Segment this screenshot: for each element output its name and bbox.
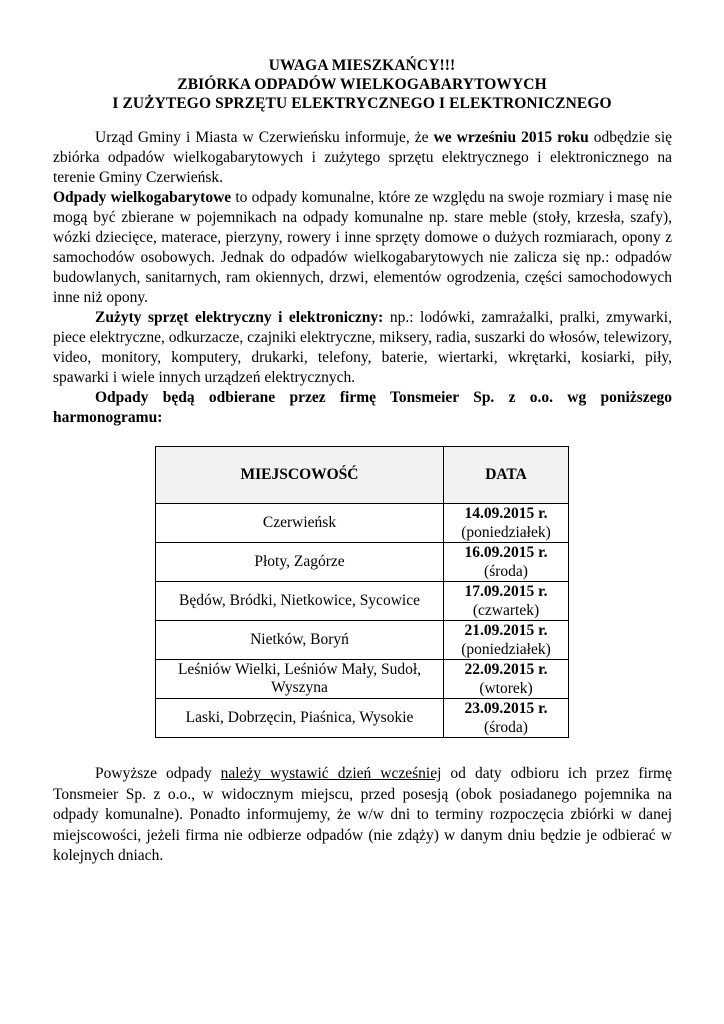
row-date-cell xyxy=(444,621,569,660)
table-row xyxy=(156,543,569,582)
header-locality: MIEJSCOWOŚĆ xyxy=(156,447,444,504)
collection-schedule-table xyxy=(155,446,569,738)
row-date-cell xyxy=(444,504,569,543)
row-date-cell xyxy=(444,582,569,621)
notice-body xyxy=(53,128,672,428)
row-day: (środa) xyxy=(484,563,528,580)
title-line-2: ZBIÓRKA ODPADÓW WIELKOGABARYTOWYCH xyxy=(177,76,547,93)
table-row xyxy=(156,660,569,699)
row-date: 22.09.2015 r. xyxy=(464,661,548,678)
row-place: Płoty, Zagórze xyxy=(156,543,444,582)
row-date: 14.09.2015 r. xyxy=(464,505,548,522)
row-place: Leśniów Wielki, Leśniów Mały, Sudoł, Wyszyna xyxy=(156,660,444,699)
schedule-intro: Odpady będą odbierane przez firmę Tonsmeier Sp. z o.o. wg poniższego harmonogramu: xyxy=(53,389,672,426)
row-date: 23.09.2015 r. xyxy=(464,700,548,717)
intro-paragraph xyxy=(53,128,672,188)
row-place: Laski, Dobrzęcin, Piaśnica, Wysokie xyxy=(156,699,444,738)
footer-text-b: od daty odbioru ich przez firmę Tonsmeier Sp. z o.o., w widocznym miejscu, przed posesją (obok posiadanego pojemnika na odpady komunalne). Ponadto informujemy, że w/w dni to terminy rozpoczęcia zbiórki w danej miejscowości, jeżeli firma nie odbierze odpadów (nie zdąży) w danym dniu będzie je odbierać w kolejnych dniach. xyxy=(53,765,672,864)
bulky-waste-definition: to odpady komunalne, które ze względu na swoje rozmiary i masę nie mogą być zbierane w pojemnikach na odpady komunalne np. stare meble (stoły, krzesła, szafy), wózki dziecięce, materace, pierzyny, rowery i inne sprzęty domowe o dużych rozmiarach, opony z samochodów osobowych. Jednak do odpadów wielkogabarytowych nie zalicza się np.: odpadów budowlanych, sanitarnych, ram okiennych, drzwi, elementów ogrodzenia, części samochodowych inne niż opony. xyxy=(53,189,672,306)
intro-text-b: odbędzie się zbiórka odpadów wielkogabarytowych i zużytego sprzętu elektrycznego i elektronicznego na terenie Gminy Czerwieńsk. xyxy=(53,129,672,186)
header-date: DATA xyxy=(444,447,569,504)
bulky-waste-term: Odpady wielkogabarytowe xyxy=(53,189,232,206)
bulky-waste-paragraph xyxy=(53,188,672,308)
row-date: 21.09.2015 r. xyxy=(464,622,548,639)
row-date-cell xyxy=(444,699,569,738)
row-place: Czerwieńsk xyxy=(156,504,444,543)
table-row xyxy=(156,582,569,621)
row-day: (poniedziałek) xyxy=(461,641,551,658)
notice-footer xyxy=(53,764,672,867)
row-date-cell xyxy=(444,660,569,699)
footer-paragraph xyxy=(53,764,672,867)
row-date-cell xyxy=(444,543,569,582)
table-row xyxy=(156,504,569,543)
title-line-3: I ZUŻYTEGO SPRZĘTU ELEKTRYCZNEGO I ELEKTRONICZNEGO xyxy=(112,95,612,112)
title-line-1: UWAGA MIESZKAŃCY!!! xyxy=(268,57,456,74)
row-date: 17.09.2015 r. xyxy=(464,583,548,600)
footer-underlined-instruction: należy wystawić dzień wcześniej xyxy=(220,765,442,782)
electronics-term: Zużyty sprzęt elektryczny i elektroniczny: xyxy=(95,309,384,326)
table-row xyxy=(156,621,569,660)
row-day: (środa) xyxy=(484,719,528,736)
footer-text-a: Powyższe odpady xyxy=(95,765,221,782)
row-place: Nietków, Boryń xyxy=(156,621,444,660)
notice-title-block xyxy=(0,56,724,113)
electronics-paragraph xyxy=(53,308,672,388)
row-place: Będów, Bródki, Nietkowice, Sycowice xyxy=(156,582,444,621)
intro-text-a: Urząd Gminy i Miasta w Czerwieńsku informuje, że xyxy=(95,129,434,146)
table-row xyxy=(156,699,569,738)
row-day: (wtorek) xyxy=(479,680,533,697)
row-day: (poniedziałek) xyxy=(461,524,551,541)
row-day: (czwartek) xyxy=(472,602,540,619)
electronics-definition: np.: lodówki, zamrażalki, pralki, zmywarki, piece elektryczne, odkurzacze, czajniki elektryczne, miksery, radia, suszarki do włosów, telewizory, video, monitory, komputery, drukarki, telefony, baterie, wiertarki, wkrętarki, kosiarki, piły, spawarki i wiele innych urządzeń elektrycznych. xyxy=(53,309,672,386)
intro-date-highlight: we wrześniu 2015 roku xyxy=(433,129,589,146)
table-header-row xyxy=(156,447,569,504)
row-date: 16.09.2015 r. xyxy=(464,544,548,561)
